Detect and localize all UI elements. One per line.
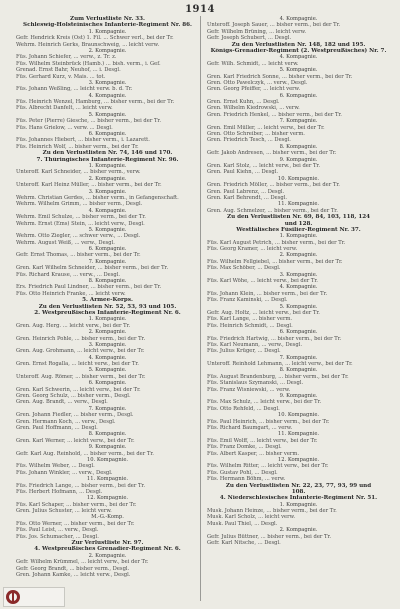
casualty-entry: Füs. Albrecht Danfelt, ... leicht verw. [16, 105, 113, 112]
casualty-entry: Ers. Friedrich Paul Lindner, ... bisher verm., bei der Tr. [16, 284, 162, 291]
company-subheading: 10. Kompagnie. [277, 412, 320, 419]
casualty-entry: Unteroff. Reinhold Lehmann, ... leicht verw., bei der Tr. [207, 361, 353, 368]
company-subheading: 8. Kompagnie. [279, 367, 318, 374]
casualty-entry: Wehrm. Wilhelm Grimm, ... bisher verm., Desgl. [16, 201, 143, 208]
company-subheading: 1. Kompagnie. [279, 501, 318, 508]
company-subheading: 6. Kompagnie. [88, 246, 127, 253]
section-heading: Zu den Verlustlisten Nr. 52, 53, 93 und 105. [38, 303, 177, 310]
casualty-entry: Gren. Paul Hoffmann, ... Desgl. [16, 425, 98, 431]
company-subheading: 4. Kompagnie. [279, 54, 318, 61]
casualty-entry: Gren. Karl Werner, ... leicht verw., bei der Tr. [16, 437, 135, 444]
company-subheading: 1. Kompagnie. [88, 316, 127, 323]
casualty-entry: Füs. Richard Krause, ... verw., ... Desgl. [16, 271, 121, 278]
casualty-entry: Gren. Emil Müller, ... leicht verw., bei der Tr. [207, 124, 325, 131]
company-subheading: 8. Kompagnie. [88, 431, 127, 438]
casualty-entry: Füs. Wilhelm Fellgiebel, ... bisher verm., bei der Tr. [207, 258, 343, 265]
company-subheading: 7. Kompagnie. [88, 405, 127, 412]
casualty-entry: Unteroff. Aug. Römer, ... bisher verm., bei der Tr. [16, 373, 146, 380]
casualty-entry: Füs. Gustav Pohl, ... Desgl. [207, 469, 278, 476]
casualty-entry: Unteroff. Karl Heinz Müller, ... bisher verm., bei der Tr. [16, 182, 162, 189]
casualty-entry: Wehrm. Otto Ziegler, ... schwer verw., ... Desgl. [16, 233, 141, 240]
company-subheading: M.-G.-Komp. [91, 514, 124, 521]
company-subheading: 1. Kompagnie. [279, 233, 318, 240]
casualty-entry: Gren. Julius Schuster, ... leicht verw. [16, 508, 112, 515]
company-subheading: 6. Kompagnie. [279, 329, 318, 336]
company-subheading: 11. Kompagnie. [277, 201, 320, 208]
casualty-entry: Gren. Karl Stolz, ... leicht verw., bei der Tr. [207, 162, 320, 169]
company-subheading: 9. Kompagnie. [88, 444, 127, 451]
company-subheading: 12. Kompagnie. [277, 456, 320, 463]
casualty-entry: Wehrm. Heinrich Gerks, Braunschweig, ... leicht verw. [16, 41, 160, 48]
company-subheading: 1. Kompagnie. [88, 162, 127, 169]
section-heading: 7. Thüringisches Infanterie-Regiment Nr. 96. [36, 156, 179, 163]
casualty-entry: Füs. Georg Kramer, ... leicht verw. [207, 246, 298, 253]
casualty-entry: Füs. Otto Rehfeld, ... Desgl. [207, 405, 280, 412]
casualty-entry: Füs. Wilhelm Steinbrück (Hamb.) ... bish. verm., i. Gef. [16, 60, 161, 67]
casualty-entry: Füs. Stanislaus Szymanski, ... Desgl. [207, 380, 304, 387]
casualty-entry: Gren. Friedrich Tesch, ... Desgl. [207, 137, 291, 144]
casualty-entry: Füs. Johann Klein, ... bisher verm., bei der Tr. [207, 290, 328, 297]
company-subheading: 6. Kompagnie. [88, 380, 127, 387]
casualty-entry: Musk. Johann Heinze, ... bisher verm., bei der Tr. [207, 508, 337, 515]
casualty-entry: Füs. Karl Neumann, ... verw., Desgl. [207, 341, 302, 348]
casualty-entry: Füs. Karl August Petrich, ... bisher verm., bei der Tr. [207, 239, 346, 246]
company-subheading: 5. Kompagnie. [279, 303, 318, 310]
company-subheading: 2. Kompagnie. [88, 329, 127, 336]
casualty-entry: Füs. Jos. Schumacher, ... Desgl. [16, 533, 99, 540]
casualty-entry: Unteroff. Joseph Sauer, ... bisher verm., bei der Tr. [207, 22, 341, 29]
casualty-entry: Gefr. Wilh. Schmidt, ... leicht verw. [207, 60, 299, 67]
company-subheading: 4. Kompagnie. [88, 92, 127, 99]
casualty-entry: Gren. Friedrich Henkel, ... bisher verm., bei der Tr. [207, 111, 342, 118]
casualty-entry: Gren. Hermann Koch, ... verw., Desgl. [16, 418, 116, 425]
company-subheading: 6. Kompagnie. [279, 92, 318, 99]
casualty-entry: Füs. Hans Grielow, ... verw. ... Desgl. [16, 124, 113, 131]
casualty-entry: Füs. Hermann Böhm, ... verw. [207, 476, 286, 483]
casualty-entry: Füs. Julius Krüger, ... Desgl. [207, 348, 281, 355]
right-column [207, 16, 390, 546]
company-subheading: 3. Kompagnie. [88, 79, 127, 86]
section-heading: Zur Verlustliste Nr. 97. [71, 540, 144, 547]
company-subheading: 7. Kompagnie. [279, 354, 318, 361]
company-subheading: 5. Kompagnie. [279, 67, 318, 74]
company-subheading: 2. Kompagnie. [88, 47, 127, 54]
company-subheading: 11. Kompagnie. [277, 431, 320, 438]
section-heading: 2. Westpreußisches Infanterie-Regiment Nr. 6. [34, 309, 181, 316]
casualty-entry: Gren. Aug. Herg. ... leicht verw., bei der Tr. [16, 322, 131, 329]
casualty-entry: Gren. Ernst Kuhn, ... Desgl. [207, 99, 280, 106]
casualty-entry: Gefr. Ernst Thomas, ... bisher verm., bei der Tr. [16, 252, 141, 259]
casualty-entry: Füs. Albert Kasper, ... bisher verm. [207, 450, 299, 457]
casualty-entry: Gefr. Karl Aug. Reinhold, ... bisher verm., bei der Tr. [16, 450, 154, 457]
section-heading: Königs-Grenadier-Regiment (2. Westpreußisches) Nr. 7. [210, 47, 387, 54]
casualty-entry: Gren. Paul Labrenz, ... Desgl. [207, 188, 285, 195]
casualty-entry: Gren. Karl Wilhelm Schneider, ... bisher verm., bei der Tr. [16, 265, 169, 272]
casualty-entry: Füs. Johann Winkler, ... verw., Desgl. [16, 469, 113, 476]
casualty-entry: Füs. Karl Wöhe, ... leicht verw., bei der Tr. [207, 278, 318, 285]
company-subheading: 12. Kompagnie. [86, 495, 129, 502]
casualty-entry: Gren. Aug. Brandt, ... verw., Desgl. [16, 399, 108, 406]
casualty-entry: Gren. Friedrich Möller, ... bisher verm., bei der Tr. [207, 182, 340, 189]
casualty-entry: Füs. Johannes Hiebert, ... bisher verm., i. Lazarett. [16, 137, 150, 144]
company-subheading: 5. Kompagnie. [88, 367, 127, 374]
casualty-entry: Gefr. Georg Brandt, ... bisher verm., Desgl. [16, 565, 130, 572]
casualty-entry: Gren. Georg Pfeiffer, ... leicht verw. [207, 86, 301, 93]
casualty-entry: Füs. Richard Baumgart, ... verw. [207, 425, 293, 431]
casualty-entry: Gren. Heinrich Pohle, ... bisher verm., bei der Tr. [16, 335, 146, 342]
company-subheading: 3. Kompagnie. [88, 341, 127, 348]
casualty-entry: Musk. Karl Scholz, ... leicht verw. [207, 514, 296, 521]
company-subheading: 9. Kompagnie. [279, 393, 318, 400]
section-heading: und 128. [284, 220, 313, 227]
left-column [16, 16, 199, 578]
section-heading: Zum Verlustliste Nr. 33. [70, 16, 145, 22]
company-subheading: 8. Kompagnie. [88, 278, 127, 285]
company-subheading: 3. Kompagnie. [88, 188, 127, 195]
company-subheading: 4. Kompagnie. [279, 284, 318, 291]
section-heading: Zu den Verlustlisten Nr. 22, 23, 77, 93, 99 und [225, 482, 372, 489]
casualty-entry: Füs. Gerhard Kurz, v. Mais. ... tot. [16, 73, 106, 80]
casualty-entry: Füs. Wilhelm Ritter, ... leicht verw., bei der Tr. [207, 463, 329, 470]
section-heading: Zu den Verlustlisten Nr. 148, 182 und 195. [231, 41, 366, 48]
casualty-entry: Wehrm. Emil Schulze, ... bisher verm., bei der Tr. [16, 214, 146, 221]
casualty-entry: Füs. Herbert Hofmann, ... Desgl. [16, 488, 103, 495]
casualty-entry: Füs. Friedrich Lange, ... bisher verm., bei der Tr. [16, 482, 145, 489]
casualty-entry: Gren. Paul Kiehn, ... Desgl. [207, 169, 279, 176]
casualty-entry: Füs. Franz Wisniewski, ... verw. [207, 386, 291, 393]
casualty-entry: Gren. Otto Schreiber, ... bisher verm. [207, 131, 305, 138]
section-heading: Schleswig-Holsteinisches Infanterie-Regiment Nr. 86. [23, 22, 192, 29]
section-heading: 4. Niederschlesisches Infanterie-Regiment Nr. 51. [219, 495, 378, 502]
casualty-entry: Füs. Franz Domke, ... Desgl. [207, 444, 282, 451]
casualty-entry: Grenad. Ernst Bahr, Neuhof, ... i. Desgl. [16, 67, 121, 74]
casualty-entry: Gefr. Aug. Holtz, ... leicht verw., bei der Tr. [207, 309, 320, 316]
casualty-entry: Füs. Otto Heinrich Franke, ... leicht verw. [16, 290, 126, 297]
casualty-entry: Gren. Ernst Rogalla, ... leicht verw., bei der Tr. [16, 361, 139, 368]
casualty-entry: Füs. Peter (Pierre) Giesche, ... bisher verm., bei der Tr. [16, 118, 161, 125]
casualty-entry: Füs. Max Schulz, ... leicht verw., bei der Tr. [207, 399, 322, 406]
casualty-entry: Gren. Otto Pawelczyk, ... verw., Desgl. [207, 79, 308, 86]
casualty-entry: Füs. Heinrich Wolf, ... bisher verm., bei der Tr. [16, 143, 139, 150]
casualty-entry: Gren. Aug. Schmelzer, ... bisher verm., bei der Tr. [207, 207, 338, 214]
casualty-entry: Gren. Karl Friedrich Sonne, ... bisher verm., bei der Tr. [207, 73, 353, 80]
section-heading: Westfälisches Füsilier-Regiment Nr. 37. [236, 226, 361, 233]
casualty-entry: Gefr. Julius Büttner, ... bisher verm., bei der Tr. [207, 533, 332, 540]
casualty-entry: Gren. Aug. Grohmann, ... leicht verw., bei der Tr. [16, 348, 145, 355]
company-subheading: 2. Kompagnie. [88, 175, 127, 182]
casualty-entry: Gefr. Wilhelm Krümmel, ... leicht verw., bei der Tr. [16, 559, 149, 566]
section-heading: 4. Westpreußisches Grenadier-Regiment Nr. 6. [34, 546, 181, 553]
company-subheading: 5. Kompagnie. [88, 111, 127, 118]
section-heading: Zu den Verlustlisten Nr. 74, 146 und 170. [42, 150, 173, 157]
casualty-entry: Füs. Karl Lange, ... bisher verm. [207, 316, 293, 323]
casualty-entry: Wehrm. August Weiß, ... verw., Desgl. [16, 239, 115, 246]
company-subheading: 11. Kompagnie. [86, 476, 129, 483]
casualty-entry: Gren. Karl Schwerin, ... leicht verw., bei der Tr. [16, 386, 141, 393]
section-heading: 5. Armee-Korps. [82, 297, 133, 304]
casualty-entry: Gren. Johann Fiedler, ... bisher verm., Desgl. [16, 412, 134, 419]
company-subheading: 9. Kompagnie. [279, 156, 318, 163]
column-divider [200, 16, 201, 601]
company-subheading: 7. Kompagnie. [88, 258, 127, 265]
library-stamp-logo [3, 587, 65, 607]
company-subheading: 10. Kompagnie. [86, 456, 129, 463]
company-subheading: 2. Kompagnie. [279, 527, 318, 534]
casualty-entry: Füs. Wilhelm Weber, ... Desgl. [16, 463, 95, 470]
casualty-entry: Gefr. Wilhelm Brüning, ... leicht verw. [207, 28, 307, 35]
casualty-entry: Gren. Wilhelm Kiedrowski, ... verw. [207, 105, 300, 112]
casualty-entry: Gren. Georg Schulz, ... bisher verm., Desgl. [16, 393, 131, 400]
company-subheading: 6. Kompagnie. [88, 131, 127, 138]
casualty-entry: Wehrm. Christian Gerdes, ... bisher verm., in Gefangenschaft. [16, 194, 179, 201]
company-subheading: 4. Kompagnie. [279, 16, 318, 22]
company-subheading: 4. Kompagnie. [88, 354, 127, 361]
casualty-entry: Füs. Johann Weßling, ... leicht verw. b. d. Tr. [16, 86, 133, 93]
section-heading: Zu den Verlustlisten Nr. 69, 84, 103, 118, 124 [226, 214, 370, 221]
casualty-entry: Füs. Emil Wolff, ... leicht verw., bei der Tr. [207, 437, 318, 444]
company-subheading: 10. Kompagnie. [277, 175, 320, 182]
section-heading: 108. [291, 488, 306, 495]
company-subheading: 3. Kompagnie. [279, 271, 318, 278]
casualty-entry: Gren. Karl Behrendt, ... Desgl. [207, 194, 288, 201]
casualty-entry: Unteroff. Karl Schneider, ... bisher verm., verw. [16, 169, 141, 176]
casualty-entry: Füs. Paul Leist, ... verw., Desgl. [16, 527, 99, 534]
company-subheading: 5. Kompagnie. [88, 226, 127, 233]
casualty-entry: Füs. Paul Heinrich, ... bisher verm., bei der Tr. [207, 418, 330, 425]
casualty-entry: Füs. Max Schöber, ... Desgl. [207, 265, 281, 272]
casualty-entry: Füs. Karl Schaper, ... bisher verm., bei der Tr. [16, 501, 137, 508]
casualty-entry: Gefr. Joseph Schubert, ... Desgl. [207, 35, 292, 42]
casualty-entry: Musk. Paul Thiel, ... Desgl. [207, 520, 278, 527]
casualty-entry: Füs. Franz Kaminski, ... Desgl. [207, 297, 288, 304]
company-subheading: 1. Kompagnie. [88, 28, 127, 35]
casualty-entry: Füs. Friedrich Hartwig, ... bisher verm., bei der Tr. [207, 335, 342, 342]
casualty-entry: Gefr. Hendrick Kreis (Ost) 1. Fil. ... Schwer verl., bei der Tr. [16, 35, 174, 42]
casualty-entry: Füs. Heinrich Wenzel, Hamburg, ... bisher verm., bei der Tr. [16, 99, 175, 106]
company-subheading: 2. Kompagnie. [279, 252, 318, 259]
company-subheading: 4. Kompagnie. [88, 207, 127, 214]
casualty-entry: Füs. August Brandenburg, ... bisher verm., bei der Tr. [207, 373, 349, 380]
casualty-entry: Gefr. Karl Nitsche, ... Desgl. [207, 540, 281, 547]
casualty-entry: Füs. Otto Werner, ... bisher verm., bei der Tr. [16, 520, 135, 527]
company-subheading: 2. Kompagnie. [88, 552, 127, 559]
casualty-entry: Gren. Johann Kamke, ... leicht verw., Desgl. [16, 571, 131, 578]
casualty-entry: Wehrm. Ernst (Ems) Stein, ... leicht verw., Desgl. [16, 220, 145, 227]
company-subheading: 8. Kompagnie. [279, 143, 318, 150]
company-subheading: 7. Kompagnie. [279, 118, 318, 125]
casualty-entry: Füs. Johann Schiefer, ... verw., z. Tr. z. [16, 54, 117, 61]
page-number: 1914 [185, 4, 215, 15]
casualty-entry: Gefr. Jakob Andresen, ... bisher verm., bei der Tr. [207, 150, 337, 157]
casualty-entry: Füs. Heinrich Schmidt, ... Desgl. [207, 322, 293, 329]
